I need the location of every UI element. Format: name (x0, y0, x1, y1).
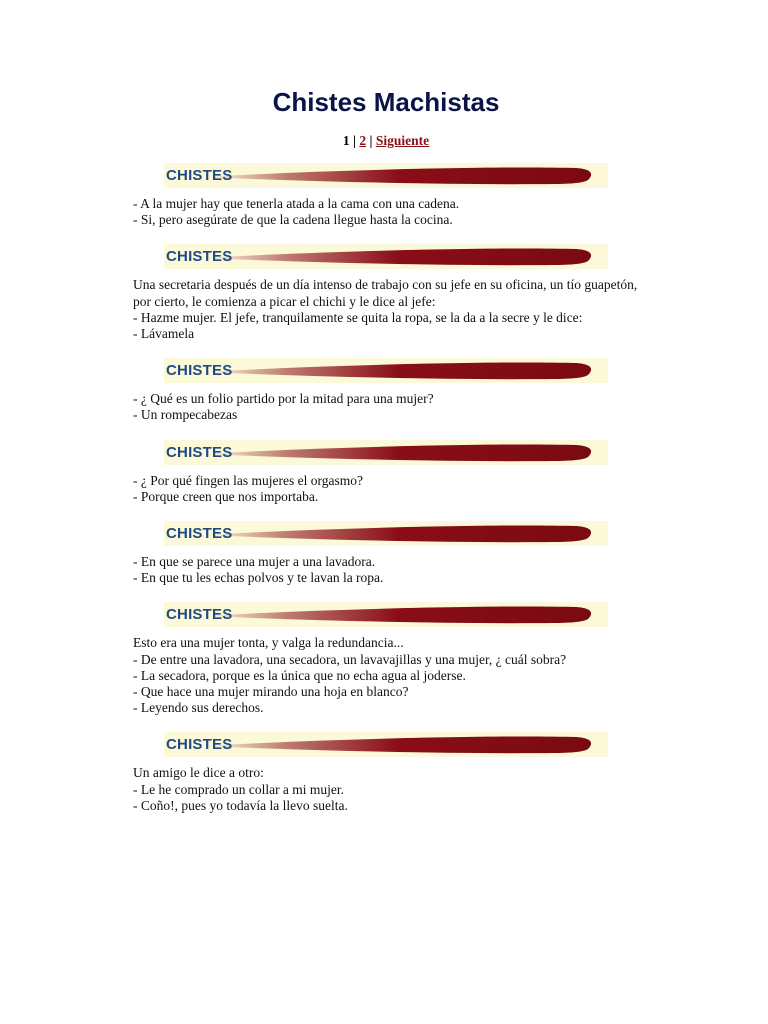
joke-text (133, 196, 639, 228)
joke-section (133, 244, 639, 342)
section-banner-label: CHISTES (166, 606, 233, 624)
joke-line: - En que tu les echas polvos y te lavan la ropa. (133, 570, 384, 586)
joke-line: - ¿ Qué es un folio partido por la mitad para una mujer? (133, 391, 434, 407)
joke-text (133, 473, 639, 505)
pager-next-link[interactable]: Siguiente (375, 133, 430, 148)
joke-line: Una secretaria después de un día intenso de trabajo con su jefe en su oficina, un tío guapetón, por cierto, le comienza a picar el chichi y le dice al jefe: (133, 277, 638, 309)
pager-link-page-2[interactable]: 2 (359, 133, 367, 148)
joke-line: Esto era una mujer tonta, y valga la redundancia... (133, 635, 404, 651)
section-banner-label: CHISTES (166, 443, 233, 461)
joke-line: - La secadora, porque es la única que no echa agua al joderse. (133, 667, 466, 683)
section-banner (164, 732, 608, 757)
joke-section (133, 163, 639, 228)
joke-text (133, 554, 639, 586)
joke-line: - Le he comprado un collar a mi mujer. (133, 781, 345, 797)
jokes-list (133, 163, 639, 814)
joke-text (133, 765, 639, 814)
section-banner-label: CHISTES (166, 525, 233, 543)
section-banner-label: CHISTES (166, 167, 233, 184)
section-banner (164, 358, 608, 383)
joke-line: - Hazme mujer. El jefe, tranquilamente se quita la ropa, se la da a la secre y le dice: (133, 309, 583, 325)
joke-line: - De entre una lavadora, una secadora, un lavavajillas y una mujer, ¿ cuál sobra? (133, 651, 567, 667)
joke-line: - En que se parece una mujer a una lavadora. (133, 554, 376, 570)
joke-line: - A la mujer hay que tenerla atada a la cama con una cadena. (133, 196, 460, 211)
section-banner-label: CHISTES (166, 736, 233, 754)
joke-line: - ¿ Por qué fingen las mujeres el orgasmo? (133, 472, 363, 488)
joke-line: - Lávamela (133, 326, 195, 342)
section-banner (164, 602, 608, 627)
joke-text (133, 391, 639, 423)
pager-current-page: 1 (342, 133, 350, 148)
section-banner (164, 244, 608, 269)
joke-line: - Porque creen que nos importaba. (133, 488, 319, 504)
section-banner (164, 163, 608, 188)
section-banner (164, 440, 608, 465)
section-banner-label: CHISTES (166, 362, 233, 380)
pagination (133, 133, 639, 149)
joke-section (133, 732, 639, 814)
joke-text (133, 635, 639, 716)
joke-line: - Si, pero asegúrate de que la cadena llegue hasta la cocina. (133, 212, 453, 228)
joke-section (133, 602, 639, 716)
joke-text (133, 277, 639, 342)
joke-line: - Coño!, pues yo todavía la llevo suelta. (133, 797, 348, 813)
page-title: Chistes Machistas (272, 87, 500, 117)
joke-line: - Que hace una mujer mirando una hoja en blanco? (133, 684, 409, 700)
joke-section (133, 521, 639, 586)
joke-line: - Leyendo sus derechos. (133, 700, 264, 716)
document-page (133, 0, 639, 814)
joke-line: Un amigo le dice a otro: (133, 765, 264, 781)
pager-separator: | (353, 133, 356, 148)
pager-separator: | (369, 133, 373, 148)
joke-section (133, 440, 639, 505)
section-banner (164, 521, 608, 546)
section-banner-label: CHISTES (166, 248, 233, 266)
joke-line: - Un rompecabezas (133, 407, 238, 423)
joke-section (133, 358, 639, 423)
